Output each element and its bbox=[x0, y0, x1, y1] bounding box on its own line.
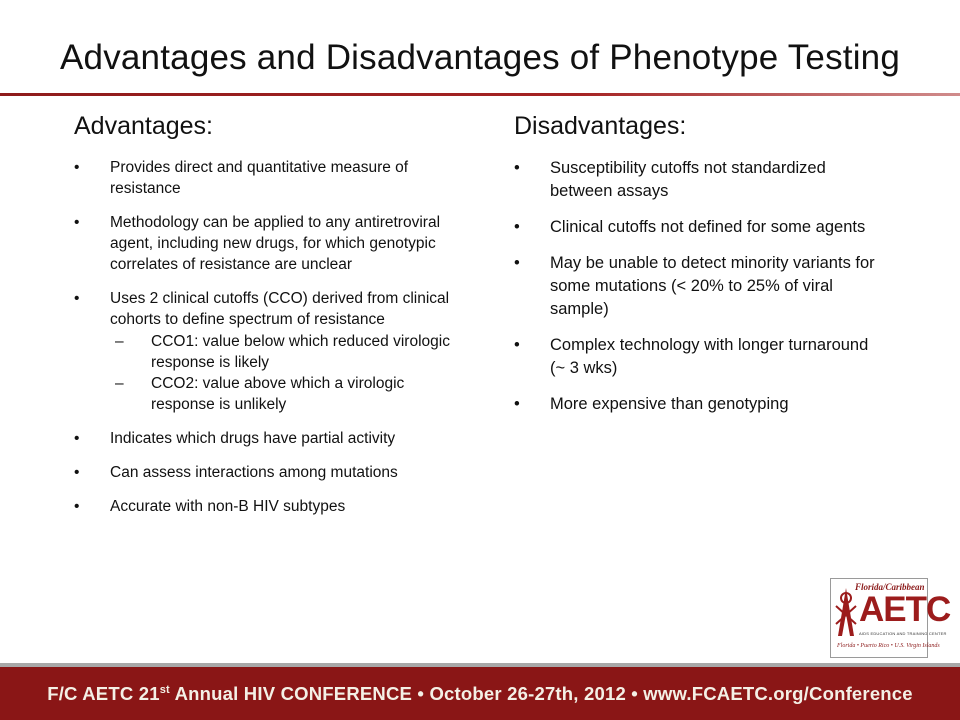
subitem-text: CCO1: value below which reduced virologic response is likely bbox=[151, 333, 450, 371]
list-item bbox=[74, 428, 454, 449]
title-divider bbox=[0, 93, 960, 96]
disadvantages-column bbox=[514, 112, 884, 429]
bullet-icon: • bbox=[514, 218, 520, 236]
disadvantage-text: More expensive than genotyping bbox=[550, 395, 789, 413]
disadvantage-text: May be unable to detect minority variants for some mutations (< 20% to 25% of viral sample) bbox=[550, 254, 875, 318]
slide-title: Advantages and Disadvantages of Phenotype Testing bbox=[59, 38, 901, 77]
logo-tagline: Florida/Caribbean bbox=[855, 582, 925, 592]
logo-regions: Florida • Puerto Rico • U.S. Virgin Islands bbox=[837, 643, 940, 649]
list-item bbox=[514, 157, 884, 203]
bullet-icon: • bbox=[74, 214, 80, 231]
bullet-icon: • bbox=[514, 395, 520, 413]
bullet-icon: • bbox=[74, 290, 80, 307]
dash-icon: – bbox=[115, 375, 124, 392]
logo-name: AETC bbox=[859, 590, 951, 629]
list-item bbox=[74, 496, 454, 517]
advantage-text: Accurate with non-B HIV subtypes bbox=[110, 498, 346, 515]
list-item bbox=[514, 252, 884, 321]
list-item bbox=[74, 157, 454, 199]
advantage-text: Provides direct and quantitative measure of resistance bbox=[110, 159, 409, 197]
cutoff-sublist bbox=[110, 331, 454, 415]
advantages-column bbox=[74, 112, 454, 530]
dash-icon: – bbox=[115, 333, 124, 350]
list-item bbox=[74, 462, 454, 483]
list-item bbox=[514, 334, 884, 380]
advantage-text: Methodology can be applied to any antiretroviral agent, including new drugs, for which genotypic correlates of resistance are unclear bbox=[110, 214, 441, 273]
list-item bbox=[74, 288, 454, 415]
logo-subline: AIDS EDUCATION AND TRAINING CENTER bbox=[859, 631, 947, 636]
list-item bbox=[514, 393, 884, 416]
advantage-text: Indicates which drugs have partial activity bbox=[110, 430, 396, 447]
conference-banner bbox=[0, 663, 960, 720]
subitem-text: CCO2: value above which a virologic response is unlikely bbox=[151, 375, 405, 413]
advantage-text: Can assess interactions among mutations bbox=[110, 464, 398, 481]
banner-rest: Annual HIV CONFERENCE • October 26-27th, 2012 • www.FCAETC.org/Conference bbox=[169, 683, 913, 704]
bullet-icon: • bbox=[74, 159, 80, 176]
list-item bbox=[514, 216, 884, 239]
bullet-icon: • bbox=[74, 430, 80, 447]
aetc-emblem-icon bbox=[834, 584, 858, 640]
banner-prefix: F/C AETC 21 bbox=[47, 683, 160, 704]
disadvantages-heading: Disadvantages: bbox=[514, 112, 687, 140]
advantages-list bbox=[74, 157, 454, 517]
disadvantage-text: Clinical cutoffs not defined for some agents bbox=[550, 218, 866, 236]
sub-list-item bbox=[110, 331, 454, 373]
bullet-icon: • bbox=[514, 159, 520, 177]
bullet-icon: • bbox=[74, 464, 80, 481]
banner-ordinal: st bbox=[159, 683, 170, 696]
advantage-text: Uses 2 clinical cutoffs (CCO) derived from clinical cohorts to define spectrum of resistance bbox=[110, 290, 450, 328]
disadvantages-list bbox=[514, 157, 884, 416]
bullet-icon: • bbox=[514, 336, 520, 354]
advantages-heading: Advantages: bbox=[74, 112, 213, 140]
bullet-icon: • bbox=[514, 254, 520, 272]
disadvantage-text: Complex technology with longer turnaround (~ 3 wks) bbox=[550, 336, 869, 377]
bullet-icon: • bbox=[74, 498, 80, 515]
aetc-logo bbox=[830, 578, 951, 658]
list-item bbox=[74, 212, 454, 275]
sub-list-item bbox=[110, 373, 454, 415]
disadvantage-text: Susceptibility cutoffs not standardized between assays bbox=[550, 159, 826, 200]
banner-text bbox=[0, 683, 960, 705]
